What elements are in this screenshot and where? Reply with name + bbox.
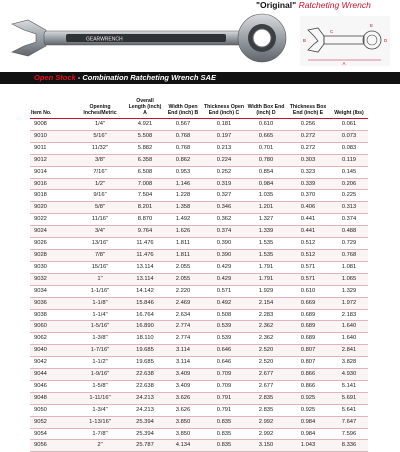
table-cell: 0.406 — [286, 202, 330, 214]
diagram-label-d: D — [384, 38, 388, 43]
column-header: Item No. — [30, 86, 74, 119]
table-cell: 0.835 — [202, 416, 246, 428]
table-cell: 1-5/8" — [74, 380, 126, 392]
diagram-label-e: E — [370, 23, 374, 28]
section-label-white: - Combination Ratcheting Wrench SAE — [75, 73, 216, 82]
table-cell: 2.220 — [164, 285, 202, 297]
table-cell: 2.520 — [246, 345, 286, 357]
table-cell: 3.828 — [330, 357, 368, 369]
table-cell: 0.669 — [286, 297, 330, 309]
table-cell: 0.374 — [202, 226, 246, 238]
column-header: Opening Inches/Metric — [74, 86, 126, 119]
table-cell: 16.764 — [126, 309, 164, 321]
table-cell: 1.201 — [246, 202, 286, 214]
item-number-cell: 9040 — [30, 345, 74, 357]
table-cell: 2.283 — [246, 309, 286, 321]
item-number-cell: 9056 — [30, 440, 74, 452]
table-cell: 0.646 — [202, 345, 246, 357]
table-cell: 0.571 — [202, 285, 246, 297]
table-cell: 25.394 — [126, 416, 164, 428]
table-row — [30, 380, 368, 392]
diagram-label-c: C — [330, 29, 334, 34]
table-cell: 0.729 — [330, 238, 368, 250]
table-cell: 1.535 — [246, 238, 286, 250]
table-cell: 1" — [74, 273, 126, 285]
table-row — [30, 119, 368, 131]
table-row — [30, 178, 368, 190]
table-cell: 1-1/2" — [74, 357, 126, 369]
table-cell: 0.701 — [246, 142, 286, 154]
table-cell: 16.890 — [126, 321, 164, 333]
table-cell: 5.141 — [330, 380, 368, 392]
item-number-cell: 9008 — [30, 119, 74, 131]
table-cell: 1.081 — [330, 261, 368, 273]
hero-area — [0, 0, 400, 72]
table-header-row — [30, 86, 368, 119]
diagram-label-b: B — [303, 38, 307, 43]
table-cell: 7/8" — [74, 249, 126, 261]
wrench-image-icon — [6, 10, 296, 66]
table-cell: 11/16" — [74, 214, 126, 226]
table-cell: 4.930 — [330, 369, 368, 381]
table-cell: 5/16" — [74, 130, 126, 142]
table-row — [30, 392, 368, 404]
table-cell: 0.610 — [246, 119, 286, 131]
table-cell: 5.691 — [330, 392, 368, 404]
item-number-cell: 9020 — [30, 202, 74, 214]
item-number-cell: 9016 — [30, 178, 74, 190]
table-body — [30, 119, 368, 452]
table-cell: 1-5/16" — [74, 321, 126, 333]
table-cell: 0.492 — [202, 297, 246, 309]
table-row — [30, 249, 368, 261]
table-row — [30, 202, 368, 214]
item-number-cell: 9042 — [30, 357, 74, 369]
table-cell: 7.596 — [330, 428, 368, 440]
table-cell: 0.953 — [164, 166, 202, 178]
table-cell: 1.329 — [330, 285, 368, 297]
table-cell: 7.008 — [126, 178, 164, 190]
brand-title: "Original" — [256, 0, 297, 10]
table-row — [30, 261, 368, 273]
table-row — [30, 214, 368, 226]
item-number-cell: 9024 — [30, 226, 74, 238]
table-cell: 0.780 — [246, 154, 286, 166]
table-cell: 0.646 — [202, 357, 246, 369]
table-cell: 19.685 — [126, 345, 164, 357]
table-row — [30, 345, 368, 357]
table-cell: 0.665 — [246, 130, 286, 142]
table-cell: 0.567 — [164, 119, 202, 131]
table-cell: 25.787 — [126, 440, 164, 452]
table-cell: 0.610 — [286, 285, 330, 297]
section-label-red: Open Stock — [34, 73, 76, 82]
table-cell: 0.689 — [286, 333, 330, 345]
table-cell: 2.841 — [330, 345, 368, 357]
table-cell: 0.197 — [202, 130, 246, 142]
table-cell: 0.206 — [330, 178, 368, 190]
item-number-cell: 9030 — [30, 261, 74, 273]
table-row — [30, 166, 368, 178]
table-cell: 2.677 — [246, 369, 286, 381]
table-cell: 2.520 — [246, 357, 286, 369]
table-cell: 15.846 — [126, 297, 164, 309]
table-cell: 0.791 — [202, 392, 246, 404]
table-cell: 2.469 — [164, 297, 202, 309]
table-cell: 8.870 — [126, 214, 164, 226]
table-cell: 2.992 — [246, 416, 286, 428]
table-cell: 24.213 — [126, 404, 164, 416]
table-cell: 0.213 — [202, 142, 246, 154]
table-cell: 0.429 — [202, 261, 246, 273]
table-cell: 0.061 — [330, 119, 368, 131]
table-cell: 0.145 — [330, 166, 368, 178]
table-cell: 0.224 — [202, 154, 246, 166]
table-cell: 3/8" — [74, 154, 126, 166]
table-cell: 0.512 — [286, 238, 330, 250]
table-cell: 13.114 — [126, 261, 164, 273]
table-cell: 5.641 — [330, 404, 368, 416]
table-cell: 3.626 — [164, 404, 202, 416]
table-cell: 8.336 — [330, 440, 368, 452]
item-number-cell: 9026 — [30, 238, 74, 250]
table-cell: 0.571 — [286, 273, 330, 285]
table-cell: 0.807 — [286, 345, 330, 357]
page-title — [256, 0, 400, 10]
table-cell: 0.689 — [286, 321, 330, 333]
table-row — [30, 154, 368, 166]
table-cell: 1.327 — [246, 214, 286, 226]
item-number-cell: 9018 — [30, 190, 74, 202]
table-cell: 0.689 — [286, 309, 330, 321]
item-number-cell: 9048 — [30, 392, 74, 404]
table-cell: 5/8" — [74, 202, 126, 214]
spec-table — [30, 86, 368, 452]
table-cell: 0.225 — [330, 190, 368, 202]
table-cell: 2.634 — [164, 309, 202, 321]
table-cell: 0.374 — [330, 214, 368, 226]
table-cell: 0.709 — [202, 369, 246, 381]
table-row — [30, 190, 368, 202]
table-cell: 4.134 — [164, 440, 202, 452]
diagram-label-a: A — [342, 61, 346, 66]
item-number-cell: 9050 — [30, 404, 74, 416]
item-number-cell: 9044 — [30, 369, 74, 381]
table-row — [30, 130, 368, 142]
table-row — [30, 285, 368, 297]
table-cell: 0.984 — [286, 428, 330, 440]
table-cell: 0.323 — [286, 166, 330, 178]
table-cell: 0.083 — [330, 142, 368, 154]
item-number-cell: 9012 — [30, 154, 74, 166]
table-cell: 2.183 — [330, 309, 368, 321]
item-number-cell: 9036 — [30, 297, 74, 309]
table-row — [30, 309, 368, 321]
table-cell: 0.508 — [202, 309, 246, 321]
table-cell: 0.539 — [202, 321, 246, 333]
table-cell: 2" — [74, 440, 126, 452]
table-cell: 0.429 — [202, 273, 246, 285]
table-cell: 9/16" — [74, 190, 126, 202]
table-cell: 7.647 — [330, 416, 368, 428]
table-cell: 2.774 — [164, 333, 202, 345]
item-number-cell: 9022 — [30, 214, 74, 226]
table-cell: 2.362 — [246, 321, 286, 333]
table-cell: 1.535 — [246, 249, 286, 261]
table-cell: 0.768 — [330, 249, 368, 261]
table-cell: 0.441 — [286, 214, 330, 226]
table-cell: 0.866 — [286, 369, 330, 381]
table-cell: 2.055 — [164, 261, 202, 273]
table-cell: 7.504 — [126, 190, 164, 202]
table-cell: 2.154 — [246, 297, 286, 309]
table-cell: 0.862 — [164, 154, 202, 166]
table-cell: 0.984 — [246, 178, 286, 190]
table-cell: 0.390 — [202, 238, 246, 250]
table-cell: 1/2" — [74, 178, 126, 190]
item-number-cell: 9062 — [30, 333, 74, 345]
table-row — [30, 226, 368, 238]
table-cell: 5.508 — [126, 130, 164, 142]
table-cell: 0.362 — [202, 214, 246, 226]
table-cell: 0.539 — [202, 333, 246, 345]
table-cell: 0.925 — [286, 404, 330, 416]
table-cell: 1-1/16" — [74, 285, 126, 297]
table-cell: 7/16" — [74, 166, 126, 178]
table-cell: 0.313 — [330, 202, 368, 214]
table-cell: 11.476 — [126, 238, 164, 250]
section-header — [0, 72, 400, 84]
item-number-cell: 9060 — [30, 321, 74, 333]
table-cell: 11.476 — [126, 249, 164, 261]
title-subtitle: Ratcheting Wrench — [298, 0, 371, 10]
table-cell: 1-3/8" — [74, 333, 126, 345]
column-header: Thickness Open End (inch) C — [202, 86, 246, 119]
table-cell: 0.319 — [202, 178, 246, 190]
table-cell: 0.835 — [202, 428, 246, 440]
table-cell: 0.441 — [286, 226, 330, 238]
table-row — [30, 440, 368, 452]
table-cell: 6.358 — [126, 154, 164, 166]
item-number-cell: 9010 — [30, 130, 74, 142]
table-cell: 1-9/16" — [74, 369, 126, 381]
table-cell: 1.791 — [246, 261, 286, 273]
table-cell: 24.213 — [126, 392, 164, 404]
table-cell: 11/32" — [74, 142, 126, 154]
table-cell: 3.626 — [164, 392, 202, 404]
table-cell: 0.252 — [202, 166, 246, 178]
table-cell: 0.272 — [286, 130, 330, 142]
table-cell: 0.272 — [286, 142, 330, 154]
table-row — [30, 428, 368, 440]
table-row — [30, 416, 368, 428]
table-cell: 0.256 — [286, 119, 330, 131]
table-cell: 1.492 — [164, 214, 202, 226]
table-cell: 13.114 — [126, 273, 164, 285]
table-cell: 3/4" — [74, 226, 126, 238]
table-cell: 2.774 — [164, 321, 202, 333]
table-cell: 0.984 — [286, 416, 330, 428]
table-cell: 22.638 — [126, 369, 164, 381]
table-cell: 15/16" — [74, 261, 126, 273]
table-cell: 2.835 — [246, 392, 286, 404]
table-cell: 0.791 — [202, 404, 246, 416]
table-cell: 0.370 — [286, 190, 330, 202]
table-row — [30, 273, 368, 285]
table-cell: 1.043 — [286, 440, 330, 452]
table-cell: 1.358 — [164, 202, 202, 214]
table-cell: 0.709 — [202, 380, 246, 392]
table-cell: 1.811 — [164, 249, 202, 261]
table-row — [30, 357, 368, 369]
table-cell: 6.508 — [126, 166, 164, 178]
item-number-cell: 9034 — [30, 285, 74, 297]
table-cell: 3.409 — [164, 369, 202, 381]
table-cell: 2.362 — [246, 333, 286, 345]
table-cell: 25.394 — [126, 428, 164, 440]
table-cell: 1.339 — [246, 226, 286, 238]
table-cell: 1.791 — [246, 273, 286, 285]
table-cell: 8.201 — [126, 202, 164, 214]
table-cell: 1-13/16" — [74, 416, 126, 428]
column-header: Thickness Box End (inch) E — [286, 86, 330, 119]
table-row — [30, 297, 368, 309]
item-number-cell: 9052 — [30, 416, 74, 428]
table-cell: 1.228 — [164, 190, 202, 202]
table-cell: 1.972 — [330, 297, 368, 309]
table-cell: 1-3/4" — [74, 404, 126, 416]
table-cell: 1-7/8" — [74, 428, 126, 440]
table-row — [30, 238, 368, 250]
table-cell: 0.571 — [286, 261, 330, 273]
table-cell: 0.768 — [164, 130, 202, 142]
table-cell: 3.114 — [164, 345, 202, 357]
table-cell: 0.303 — [286, 154, 330, 166]
column-header: Width Box End (inch) D — [246, 86, 286, 119]
table-cell: 0.925 — [286, 392, 330, 404]
table-cell: 1.640 — [330, 333, 368, 345]
column-header: Width Open End (inch) B — [164, 86, 202, 119]
table-cell: 1.811 — [164, 238, 202, 250]
table-cell: 0.346 — [202, 202, 246, 214]
table-cell: 19.685 — [126, 357, 164, 369]
item-number-cell: 9046 — [30, 380, 74, 392]
table-cell: 4.921 — [126, 119, 164, 131]
table-cell: 22.638 — [126, 380, 164, 392]
table-cell: 0.181 — [202, 119, 246, 131]
table-cell: 3.409 — [164, 380, 202, 392]
table-cell: 0.339 — [286, 178, 330, 190]
table-cell: 1/4" — [74, 119, 126, 131]
table-cell: 3.150 — [246, 440, 286, 452]
dimension-diagram-icon — [300, 16, 390, 66]
table-row — [30, 369, 368, 381]
table-cell: 0.866 — [286, 380, 330, 392]
table-cell: 2.992 — [246, 428, 286, 440]
table-cell: 1.035 — [246, 190, 286, 202]
table-cell: 0.835 — [202, 440, 246, 452]
item-number-cell: 9028 — [30, 249, 74, 261]
table-row — [30, 333, 368, 345]
table-cell: 1-1/4" — [74, 309, 126, 321]
table-row — [30, 404, 368, 416]
table-cell: 2.835 — [246, 404, 286, 416]
table-cell: 3.850 — [164, 416, 202, 428]
table-cell: 0.073 — [330, 130, 368, 142]
table-cell: 0.119 — [330, 154, 368, 166]
table-cell: 3.850 — [164, 428, 202, 440]
table-cell: 2.055 — [164, 273, 202, 285]
table-cell: 1-11/16" — [74, 392, 126, 404]
table-cell: 1.065 — [330, 273, 368, 285]
table-row — [30, 142, 368, 154]
table-cell: 1.146 — [164, 178, 202, 190]
table-cell: 0.512 — [286, 249, 330, 261]
table-cell: 13/16" — [74, 238, 126, 250]
item-number-cell: 9014 — [30, 166, 74, 178]
wrench-marking: GEARWRENCH — [86, 36, 123, 43]
table-cell: 0.327 — [202, 190, 246, 202]
table-cell: 5.882 — [126, 142, 164, 154]
table-cell: 9.764 — [126, 226, 164, 238]
table-cell: 3.114 — [164, 357, 202, 369]
table-cell: 1.929 — [246, 285, 286, 297]
table-cell: 1-1/8" — [74, 297, 126, 309]
table-cell: 0.807 — [286, 357, 330, 369]
table-cell: 1.640 — [330, 321, 368, 333]
item-number-cell: 9038 — [30, 309, 74, 321]
item-number-cell: 9032 — [30, 273, 74, 285]
item-number-cell: 9011 — [30, 142, 74, 154]
table-row — [30, 321, 368, 333]
table-cell: 0.768 — [164, 142, 202, 154]
table-cell: 18.110 — [126, 333, 164, 345]
table-cell: 14.142 — [126, 285, 164, 297]
table-cell: 1-7/16" — [74, 345, 126, 357]
table-cell: 0.854 — [246, 166, 286, 178]
column-header: Weight (lbs) — [330, 86, 368, 119]
column-header: Overall Length (inch) A — [126, 86, 164, 119]
table-cell: 1.626 — [164, 226, 202, 238]
table-cell: 0.488 — [330, 226, 368, 238]
item-number-cell: 9054 — [30, 428, 74, 440]
table-cell: 2.677 — [246, 380, 286, 392]
table-cell: 0.390 — [202, 249, 246, 261]
